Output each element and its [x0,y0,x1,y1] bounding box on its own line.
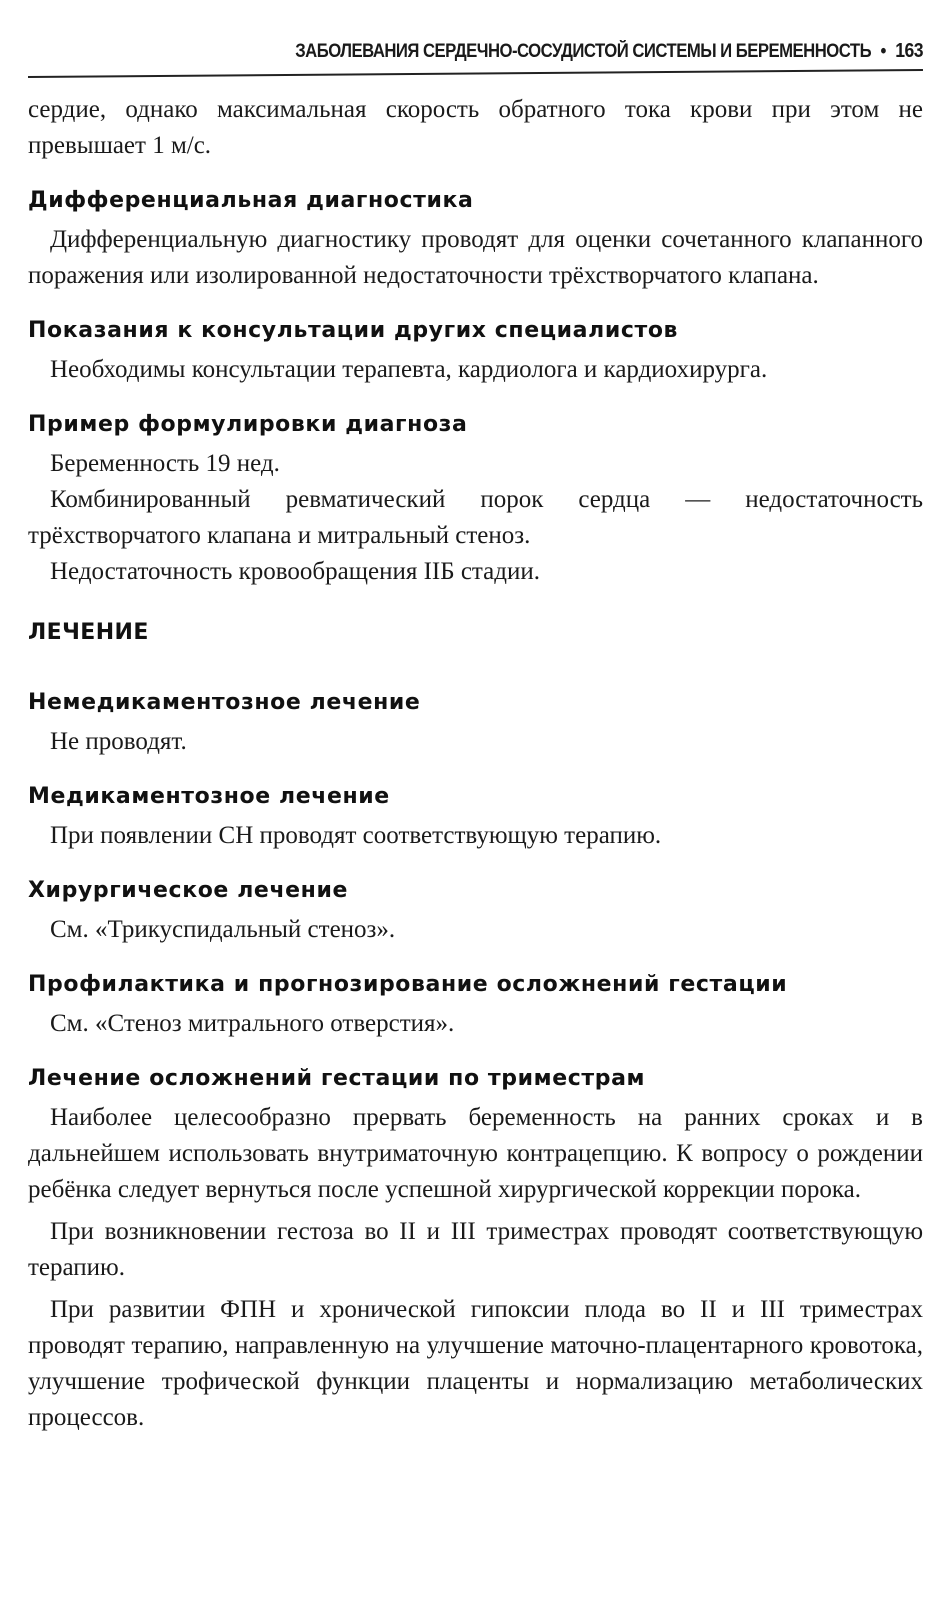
chapter-heading-treatment: ЛЕЧЕНИЕ [28,620,149,645]
paragraph-trimesters-2: При возникновении гестоза во II и III триместрах проводят соответствующую терапию. [28,1218,923,1281]
paragraph-prevention: См. «Стеноз митрального отверстия». [50,1010,455,1037]
paragraph-diagnosis-3: Недостаточность кровообращения IIБ стадии. [50,558,540,585]
running-head-title: ЗАБОЛЕВАНИЯ СЕРДЕЧНО-СОСУДИСТОЙ СИСТЕМЫ И БЕРЕМЕННОСТЬ [295,41,872,62]
intro-paragraph: сердие, однако максимальная скорость обратного тока крови при этом не превышает 1 м/с. [28,96,923,159]
running-head-bullet: • [880,41,886,62]
section-heading-diagnosis-example: Пример формулировки диагноза [28,412,468,437]
section-heading-surgery: Хирургическое лечение [28,878,349,903]
section-heading-trimesters: Лечение осложнений гестации по триместрам [28,1066,646,1091]
page-number: 163 [895,40,923,62]
paragraph-surgery: См. «Трикуспидальный стеноз». [50,916,396,943]
paragraph-trimesters-1: Наиболее целесообразно прервать беременность на ранних сроках и в дальнейшем использовать внутриматочную контрацепцию. К вопросу о рождении ребёнка следует вернуться после успешной хирургической коррекции порока. [28,1104,923,1203]
paragraph-non-drug: Не проводят. [50,728,187,755]
section-heading-drug: Медикаментозное лечение [28,784,390,809]
paragraph-differential: Дифференциальную диагностику проводят для оценки сочетанного клапанного поражения или изолированной недостаточности трёхстворчатого клапана. [28,226,923,289]
paragraph-trimesters-3: При развитии ФПН и хронической гипоксии плода во II и III триместрах проводят терапию, направленную на улучшение маточно-плацентарного кровотока, улучшение трофической функции плаценты и нормализацию метаболических процессов. [28,1296,923,1431]
paragraph-consultation: Необходимы консультации терапевта, кардиолога и кардиохирурга. [50,356,768,383]
section-heading-prevention: Профилактика и прогнозирование осложнений гестации [28,972,788,997]
section-heading-non-drug: Немедикаментозное лечение [28,690,421,715]
paragraph-diagnosis-1: Беременность 19 нед. [50,450,280,477]
paragraph-drug: При появлении СН проводят соответствующую терапию. [50,822,662,849]
section-heading-differential: Дифференциальная диагностика [28,188,474,213]
section-heading-consultation: Показания к консультации других специалистов [28,318,679,343]
paragraph-diagnosis-2: Комбинированный ревматический порок сердца — недостаточность трёхстворчатого клапана и митральный стеноз. [28,486,923,549]
